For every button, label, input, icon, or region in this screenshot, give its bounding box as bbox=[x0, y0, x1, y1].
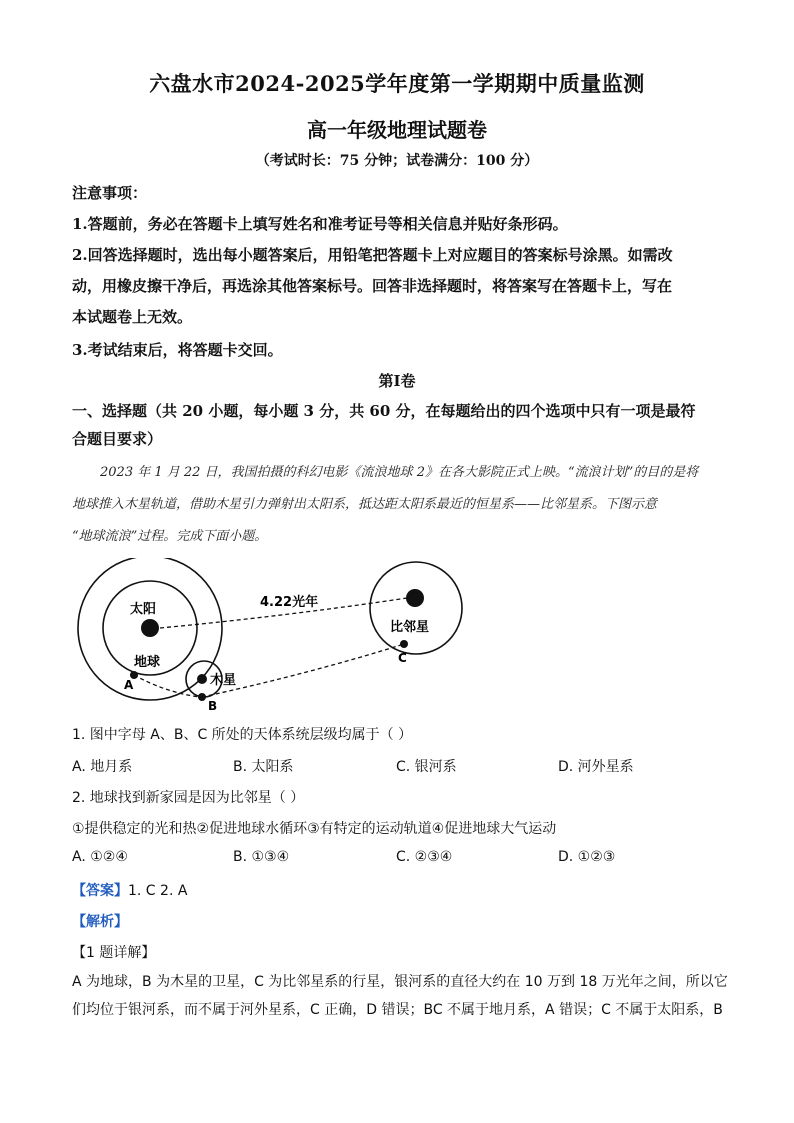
jupiter-to-proxima-path bbox=[202, 644, 404, 697]
exam-subtitle: 高一年级地理试题卷 bbox=[307, 118, 487, 142]
note-item-2-line-2: 动，用橡皮擦干净后，再选涂其他答案标号。回答非选择题时，将答案写在答题卡上，写在 bbox=[72, 277, 673, 295]
q1-option-a[interactable]: A. 地月系 bbox=[72, 759, 133, 775]
earth-label: 地球 bbox=[134, 655, 161, 670]
proxima-outer-ring bbox=[370, 562, 462, 654]
answer-label: 【答案】 bbox=[72, 883, 128, 899]
note-item-2-line-1: 2.回答选择题时，选出每小题答案后，用铅笔把答题卡上对应题目的答案标号涂黑。如需改 bbox=[72, 246, 673, 264]
q2-option-d[interactable]: D. ①②③ bbox=[558, 849, 616, 865]
detail-heading: 【1 题详解】 bbox=[72, 945, 156, 961]
exam-title: 六盘水市2024-2025学年度第一学期期中质量监测 bbox=[149, 71, 645, 96]
point-c-label: C bbox=[398, 651, 407, 665]
sun-label: 太阳 bbox=[130, 602, 157, 617]
note-item-1: 1.答题前，务必在答题卡上填写姓名和准考证号等相关信息并贴好条形码。 bbox=[72, 215, 568, 233]
q1-option-c[interactable]: C. 银河系 bbox=[396, 759, 457, 775]
notes-heading: 注意事项： bbox=[72, 184, 148, 202]
question-2-statements: ①提供稳定的光和热②促进地球水循环③有特定的运动轨道④促进地球大气运动 bbox=[72, 821, 557, 837]
question-2-text: 2. 地球找到新家园是因为比邻星（ ） bbox=[72, 790, 305, 806]
detail-line-1: A 为地球，B 为木星的卫星，C 为比邻星系的行星，银河系的直径大约在 10 万到 18 万光年之间，所以它 bbox=[72, 974, 728, 990]
stem-line-3: “地球流浪”过程。完成下面小题。 bbox=[72, 529, 268, 544]
distance-label: 4.22光年 bbox=[260, 595, 319, 610]
part-heading-line-1: 一、选择题（共 20 小题，每小题 3 分，共 60 分，在每题给出的四个选项中只有一项是最符 bbox=[72, 402, 696, 420]
stem-line-1: 2023 年 1 月 22 日，我国拍摄的科幻电影《流浪地球 2》在各大影院正式上映。“流浪计划”的目的是将 bbox=[100, 465, 699, 480]
analysis-label: 【解析】 bbox=[72, 914, 128, 930]
question-1-text: 1. 图中字母 A、B、C 所处的天体系统层级均属于（ ） bbox=[72, 727, 413, 743]
sun-dot bbox=[141, 619, 159, 637]
jupiter-dot bbox=[197, 674, 207, 684]
stem-line-2: 地球推入木星轨道，借助木星引力弹射出太阳系，抵达距太阳系最近的恒星系——比邻星系。下图示意 bbox=[72, 497, 658, 512]
q1-option-d[interactable]: D. 河外星系 bbox=[558, 759, 634, 775]
volume-heading: 第Ⅰ卷 bbox=[378, 372, 416, 390]
earth-wandering-diagram bbox=[72, 558, 472, 718]
q2-option-c[interactable]: C. ②③④ bbox=[396, 849, 453, 865]
proxima-star-dot bbox=[406, 589, 424, 607]
part-heading-line-2: 合题目要求） bbox=[72, 430, 163, 448]
point-b-label: B bbox=[208, 699, 218, 713]
q2-option-a[interactable]: A. ①②④ bbox=[72, 849, 128, 865]
proxima-point-c bbox=[400, 640, 408, 648]
proxima-label: 比邻星 bbox=[390, 620, 430, 635]
q1-option-b[interactable]: B. 太阳系 bbox=[233, 759, 294, 775]
earth-to-jupiter-path bbox=[134, 675, 200, 697]
note-item-3: 3.考试结束后，将答题卡交回。 bbox=[72, 341, 283, 359]
note-item-2-line-3: 本试题卷上无效。 bbox=[72, 308, 193, 326]
question-stem bbox=[72, 463, 722, 547]
answer-row bbox=[72, 880, 187, 900]
answer-value: 1. C 2. A bbox=[128, 883, 188, 899]
exam-info: （考试时长：75 分钟；试卷满分：100 分） bbox=[255, 153, 539, 169]
detail-paragraph bbox=[72, 968, 728, 1024]
jupiter-label: 木星 bbox=[210, 673, 237, 688]
point-a-label: A bbox=[124, 678, 134, 692]
detail-line-2: 们均位于银河系，而不属于河外星系，C 正确，D 错误；BC 不属于地月系，A 错误；C 不属于太阳系，B bbox=[72, 1002, 723, 1018]
q2-option-b[interactable]: B. ①③④ bbox=[233, 849, 290, 865]
